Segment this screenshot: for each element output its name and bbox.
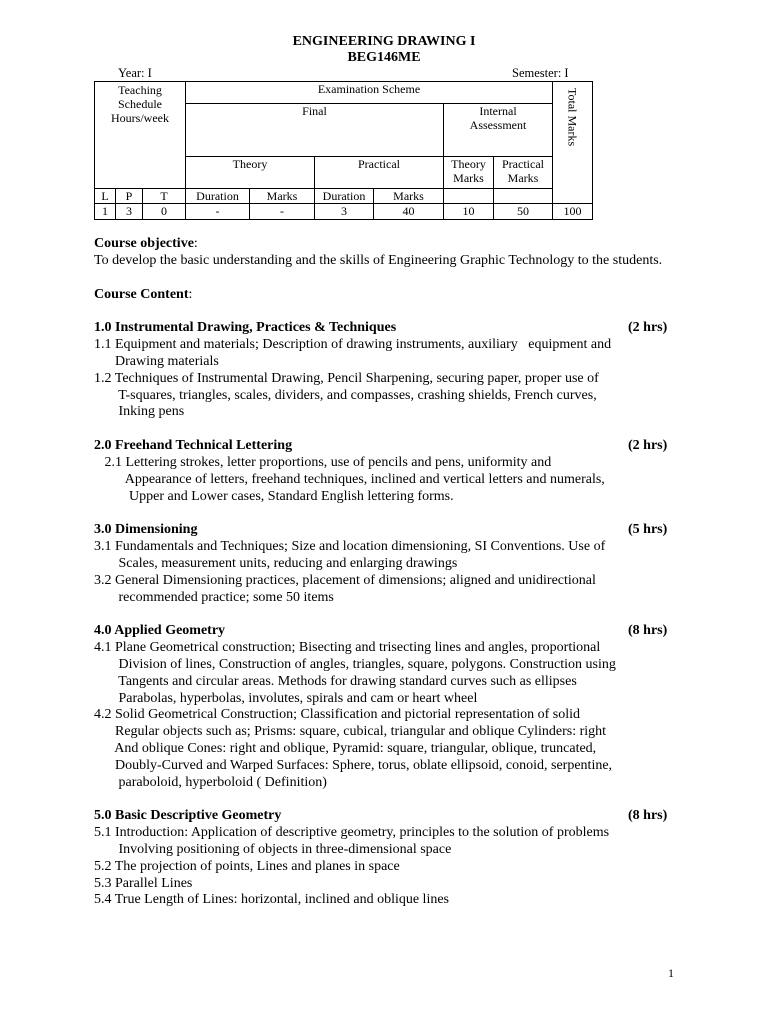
practical-marks-subheader: Marks bbox=[374, 189, 444, 204]
teaching-schedule-header: Teaching Schedule Hours/week bbox=[95, 82, 186, 189]
section-line: Involving positioning of objects in three-dimensional space bbox=[94, 841, 452, 857]
table-cell: - bbox=[250, 204, 315, 220]
col-p-header: P bbox=[116, 189, 143, 204]
section-line: Parabolas, hyperbolas, involutes, spirals and cam or heart wheel bbox=[94, 690, 478, 706]
table-cell: - bbox=[186, 204, 250, 220]
internal-assessment-header: Internal Assessment bbox=[444, 104, 553, 157]
practical-header: Practical bbox=[315, 157, 444, 189]
objective-text: To develop the basic understanding and the skills of Engineering Graphic Technology to the students. bbox=[94, 252, 663, 268]
section-title: 4.0 Applied Geometry bbox=[94, 623, 226, 639]
examination-scheme-header: Examination Scheme bbox=[186, 82, 553, 104]
section-line: 5.1 Introduction: Application of descriptive geometry, principles to the solution of problems bbox=[94, 825, 610, 841]
section-line: 4.2 Solid Geometrical Construction; Classification and pictorial representation of solid bbox=[94, 707, 581, 723]
col-t-header: T bbox=[143, 189, 186, 204]
table-cell: 50 bbox=[494, 204, 553, 220]
section-title: 2.0 Freehand Technical Lettering bbox=[94, 438, 293, 454]
section-title: 3.0 Dimensioning bbox=[94, 522, 198, 538]
section-line: T-squares, triangles, scales, dividers, and compasses, crashing shields, French curves, bbox=[94, 387, 597, 403]
section-heading bbox=[94, 320, 684, 337]
section-heading bbox=[94, 808, 684, 825]
section-line: Division of lines, Construction of angles, triangles, square, polygons. Construction using bbox=[94, 656, 616, 672]
section-heading bbox=[94, 623, 684, 640]
theory-marks-subheader: Marks bbox=[250, 189, 315, 204]
section-line: recommended practice; some 50 items bbox=[94, 589, 334, 605]
section-list bbox=[94, 320, 684, 909]
section-title: 5.0 Basic Descriptive Geometry bbox=[94, 808, 282, 824]
table-cell: 0 bbox=[143, 204, 186, 220]
blank-cell bbox=[494, 189, 553, 204]
final-header: Final bbox=[186, 104, 444, 157]
section-line: paraboloid, hyperboloid ( Definition) bbox=[94, 774, 327, 790]
table-cell: 3 bbox=[315, 204, 374, 220]
table-cell: 3 bbox=[116, 204, 143, 220]
table-cell: 100 bbox=[553, 204, 593, 220]
section-line: 3.1 Fundamentals and Techniques; Size and location dimensioning, SI Conventions. Use of bbox=[94, 539, 606, 555]
content-heading: Course Content bbox=[94, 286, 189, 302]
year-label: Year: I bbox=[118, 66, 152, 80]
section-line: Inking pens bbox=[94, 404, 185, 420]
course-code: BEG146ME bbox=[347, 50, 421, 65]
semester-label: Semester: I bbox=[512, 66, 569, 80]
section-line: Drawing materials bbox=[94, 353, 219, 369]
course-objective: Course objective: bbox=[94, 236, 198, 251]
section-heading bbox=[94, 522, 684, 539]
section-line: Tangents and circular areas. Methods for drawing standard curves such as ellipses bbox=[94, 673, 577, 689]
section-line: 5.2 The projection of points, Lines and planes in space bbox=[94, 858, 400, 874]
table-cell: 1 bbox=[95, 204, 116, 220]
section-line: Appearance of letters, freehand techniques, inclined and vertical letters and numerals, bbox=[94, 471, 605, 487]
theory-header: Theory bbox=[186, 157, 315, 189]
section-line: Upper and Lower cases, Standard English lettering forms. bbox=[94, 488, 454, 504]
section-line: 1.1 Equipment and materials; Description of drawing instruments, auxiliary equipment and bbox=[94, 337, 612, 353]
section-hours: (2 hrs) bbox=[628, 438, 668, 454]
course-title: ENGINEERING DRAWING I bbox=[292, 34, 476, 49]
course-body bbox=[94, 236, 684, 909]
section-line: 5.3 Parallel Lines bbox=[94, 875, 193, 891]
practical-marks-header: Practical Marks bbox=[494, 157, 553, 189]
course-section bbox=[94, 808, 684, 909]
section-hours: (2 hrs) bbox=[628, 320, 668, 336]
theory-marks-header: Theory Marks bbox=[444, 157, 494, 189]
section-heading bbox=[94, 438, 684, 455]
course-section bbox=[94, 438, 684, 505]
section-hours: (8 hrs) bbox=[628, 623, 668, 639]
objective-heading: Course objective bbox=[94, 236, 194, 251]
course-section bbox=[94, 522, 684, 606]
section-line: And oblique Cones: right and oblique, Pyramid: square, triangular, oblique, truncated, bbox=[94, 740, 597, 756]
examination-scheme-table bbox=[94, 81, 593, 220]
table-cell: 40 bbox=[374, 204, 444, 220]
section-line: 3.2 General Dimensioning practices, placement of dimensions; aligned and unidirectional bbox=[94, 572, 596, 588]
col-l-header: L bbox=[95, 189, 116, 204]
course-content: Course Content: bbox=[94, 286, 193, 302]
theory-duration-header: Duration bbox=[186, 189, 250, 204]
section-hours: (8 hrs) bbox=[628, 808, 668, 824]
section-line: 4.1 Plane Geometrical construction; Bisecting and trisecting lines and angles, proportional bbox=[94, 640, 601, 656]
practical-duration-header: Duration bbox=[315, 189, 374, 204]
total-marks-header: Total Marks bbox=[553, 82, 593, 204]
course-section bbox=[94, 320, 684, 421]
page-number: 1 bbox=[668, 966, 674, 980]
section-hours: (5 hrs) bbox=[628, 522, 668, 538]
blank-cell bbox=[444, 189, 494, 204]
table-cell: 10 bbox=[444, 204, 494, 220]
course-section bbox=[94, 623, 684, 791]
section-line: Doubly-Curved and Warped Surfaces: Sphere, torus, oblate ellipsoid, conoid, serpentine, bbox=[94, 757, 613, 773]
section-title: 1.0 Instrumental Drawing, Practices & Techniques bbox=[94, 320, 397, 336]
section-line: Regular objects such as; Prisms: square, cubical, triangular and oblique Cylinders: right bbox=[94, 724, 607, 740]
section-line: 5.4 True Length of Lines: horizontal, inclined and oblique lines bbox=[94, 892, 449, 908]
section-line: Scales, measurement units, reducing and enlarging drawings bbox=[94, 555, 458, 571]
section-line: 1.2 Techniques of Instrumental Drawing, Pencil Sharpening, securing paper, proper use of bbox=[94, 370, 599, 386]
section-line: 2.1 Lettering strokes, letter proportions, use of pencils and pens, uniformity and bbox=[94, 454, 552, 470]
